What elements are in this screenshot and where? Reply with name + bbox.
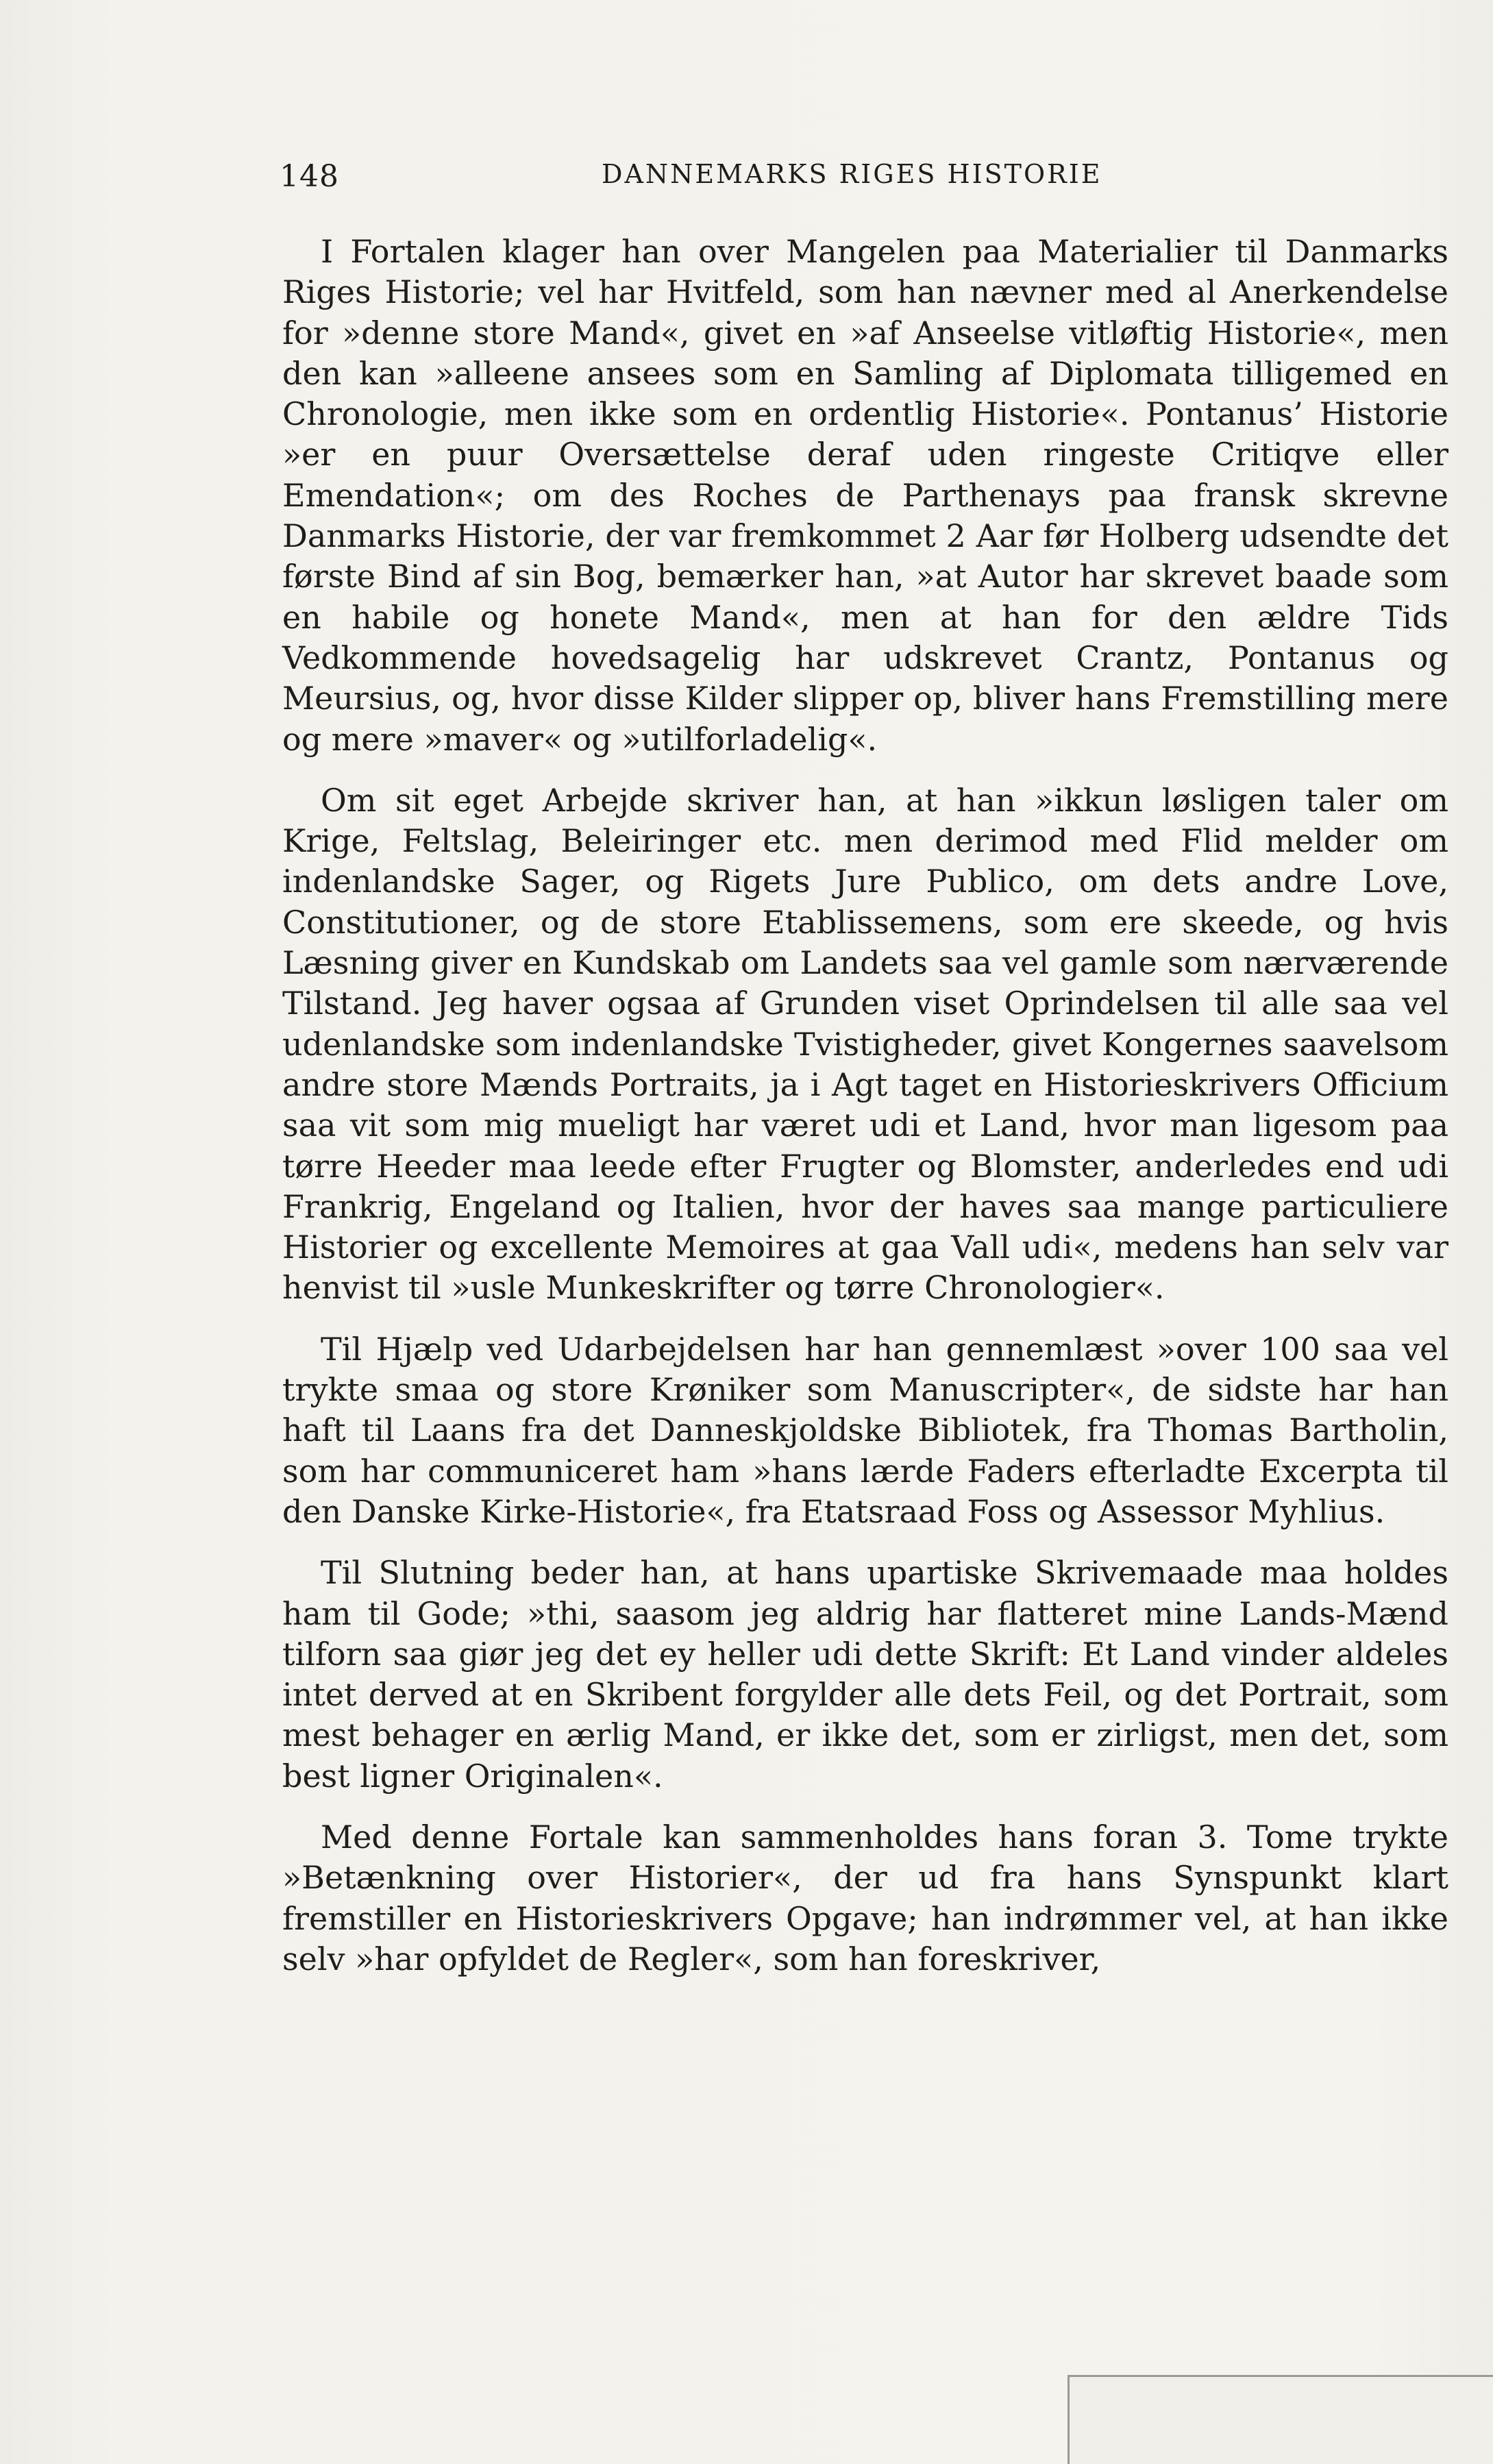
body-text	[282, 232, 1448, 1980]
page-number: 148	[280, 159, 339, 194]
page-header	[280, 159, 1453, 200]
corner-slip	[1068, 2375, 1493, 2464]
paragraph-sources: Til Hjælp ved Udarbejdelsen har han gennemlæst »over 100 saa vel trykte smaa og store Krøniker som Manuscripter«, de sidste har han haft til Laans fra det Danneskjoldske Bibliotek, fra Thomas Bartholin, som har communiceret ham »hans lærde Faders efterladte Excerpta til den Danske Kirke-Historie«, fra Etatsraad Foss og Assessor Myhlius.	[282, 1330, 1448, 1530]
paragraph-preface-complaint: I Fortalen klager han over Mangelen paa Materialier til Danmarks Riges Historie; vel har Hvitfeld, som han nævner med al Anerkendelse for »denne store Mand«, givet en »af Anseelse vitløftig Historie«, men den kan »alleene ansees som en Samling af Diplomata tilligemed en Chronologie, men ikke som en ordentlig Historie«. Pontanus’ Historie »er en puur Oversættelse deraf uden ringeste Critiqve eller Emendation«; om des Roches de Parthenays paa fransk skrevne Danmarks Historie, der var fremkommet 2 Aar før Holberg udsendte det første Bind af sin Bog, bemærker han, »at Autor har skrevet baade som en habile og honete Mand«, men at han for den ældre Tids Vedkommende hovedsagelig har udskrevet Crantz, Pontanus og Meursius, og, hvor disse Kilder slipper op, bliver hans Fremstilling mere og mere »maver« og »utilforladelig«.	[282, 233, 1448, 758]
paragraph-own-work: Om sit eget Arbejde skriver han, at han »ikkun løsligen taler om Krige, Feltslag, Beleiringer etc. men derimod med Flid melder om indenlandske Sager, og Rigets Jure Publico, om dets andre Love, Constitutioner, og de store Etablissemens, som ere skeede, og hvis Læsning giver en Kundskab om Landets saa vel gamle som nærværende Tilstand. Jeg haver ogsaa af Grunden viset Oprindelsen til alle saa vel udenlandske som indenlandske Tvistigheder, givet Kongernes saavelsom andre store Mænds Portraits, ja i Agt taget en Historieskrivers Officium saa vit som mig mueligt har været udi et Land, hvor man ligesom paa tørre Heeder maa leede efter Frugter og Blomster, anderledes end udi Frankrig, Engeland og Italien, hvor der haves saa mange particuliere Historier og excellente Memoires at gaa Vall udi«, medens han selv var henvist til »usle Munkeskrifter og tørre Chronologier«.	[282, 781, 1448, 1307]
paragraph-betaenkning: Med denne Fortale kan sammenholdes hans foran 3. Tome trykte »Betænkning over Historier«, der ud fra hans Synspunkt klart fremstiller en Historieskrivers Opgave; han indrømmer vel, at han ikke selv »har opfyldet de Regler«, som han foreskriver,	[282, 1818, 1448, 1978]
paragraph-conclusion: Til Slutning beder han, at hans upartiske Skrivemaade maa holdes ham til Gode; »thi, saasom jeg aldrig har flatteret mine Lands-Mænd tilforn saa giør jeg det ey heller udi dette Skrift: Et Land vinder aldeles intet derved at en Skribent forgylder alle dets Feil, og det Portrait, som mest behager en ærlig Mand, er ikke det, som er zirligst, men det, som best ligner Originalen«.	[282, 1554, 1448, 1795]
running-title: DANNEMARKS RIGES HISTORIE	[602, 159, 1102, 189]
